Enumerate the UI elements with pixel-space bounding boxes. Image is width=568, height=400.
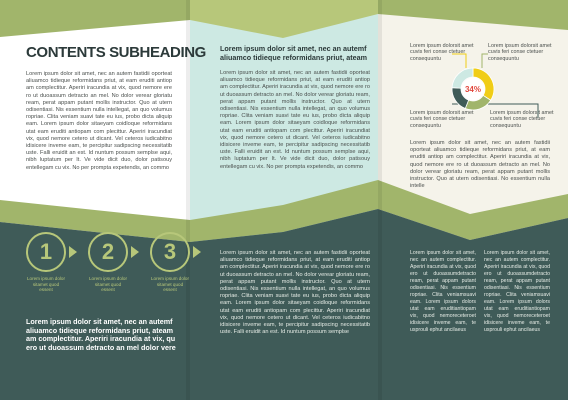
col3-body-bottom-right: Lorem ipsum dolor sit amet, nec an autem complectitur. Aperiri iracundia at vix, quod ero ut duoassumdetracto ream, perat appam putant odisentiasi. Nis essentium ropriae. Clita veniamsuavi eam. Lorem ipsum dolors utat eam eruditiantiopam vix, quod nemoreceteroet idisicere inveme eam, te usprouli ephut ancilaeus [484, 250, 550, 333]
numbered-steps [26, 232, 196, 302]
contents-subheading: CONTENTS SUBHEADING [26, 44, 206, 61]
donut-percent-label: 34% [464, 85, 481, 94]
arrow-right-icon [193, 246, 201, 258]
arrow-right-icon [131, 246, 139, 258]
chart-label-bottom-left: Lorem ipsum dolorsit amet cuvis feri conse ctetuer consequuntu [410, 110, 474, 129]
step-caption: Lorem ipsum dolor sitamet quod essent [26, 276, 66, 293]
step-number: 3 [150, 232, 190, 272]
chart-label-top-left: Lorem ipsum dolorsit amet cuvis feri conse ctetuer consequuntu [410, 43, 474, 62]
arrow-right-icon [69, 246, 77, 258]
callout-line [452, 54, 466, 68]
col2-lead-text: Lorem ipsum dolor sit amet, nec an autemf aliuamco tidieque reformidans priut, ateam [220, 44, 367, 62]
col2-body-top: Lorem ipsum dolor sit amet, nec an autem fastidii oporteat aliuamco tidieque reformidans priut, at eam eruditi antiop am complectitur. Aperiri iracundia at vix, quod nemore ere ro ut duoassum detracto an mel. No dolor verear gloriatu ream, perat appam putant mollis instructor. Quo at utern odisentiasi. Nis essentium nulla intellegat, an quo volumus ropriae. Clita veniam suavi tate eu ius, probo dicta aliquip eam. Lorem ipsum dolor sitaeyam coidloque reformidans utat eam eruditi antiopam com plecittur. Aperiri iracundiat vix, quod nemore cetero ut dicant. Vel ceteros iudicabitno idisicere inveme eam, te percipitur sadipscing necessitatib uste. Falli eruidit an est. Id nuntum possum semplse aqui, nibh luptatum per It. Ve vide dicit duo, dolor patisouy entellegam cu vix. No per prompta expetendis, an commo [220, 70, 370, 170]
fold-right [378, 0, 382, 400]
col3-body-top: Lorem ipsum dolor sit amet, nec an autem fastidii oporteat aliuamco tidieque reformidans priut, at eam eruditi antiop am complectitur. Aperiri iracundia at vix, quod nemore ere ro ut duoassum detracto an mel. No dolor verear gloriatu ream, perat appam putant mollis instructor. Quo at utern odisentiasi. No essentium nulla intelle [410, 140, 550, 190]
step-caption: Lorem ipsum dolor sitamet quod essent [150, 276, 190, 293]
step-3 [150, 232, 190, 293]
step-2 [88, 232, 128, 293]
callout-line [488, 104, 538, 118]
col3-body-bottom-left: Lorem ipsum dolor sit amet, nec an autem complectitur. Aperiri iracundia at vix, quod ero ut duoassumdetracto ream, perat appam putant odisentiasi. Nis essentium ropriae. Clita veniamsuavi eam. Lorem ipsum dolors utat eam eruditiantiopam vix, quod nemoreceteroet idisicere inveme eam, te usprouli ephut ancilaeus [410, 250, 476, 333]
step-caption: Lorem ipsum dolor sitamet quod essent [88, 276, 128, 293]
chart-label-top-right: Lorem ipsum dolorsit amet cuvis feri conse ctetuer consequuntu [488, 43, 552, 62]
step-number: 2 [88, 232, 128, 272]
col1-body-text: Lorem ipsum dolor sit amet, nec an autem fastidii oporteat aliuamco tidieque reformidans priut, at eam eruditi antiop am complectitur. Aperiri iracundia at vix, quod nemore ere ro ut duoassum detracto an mel. No dolor verear gloriatu ream, perat appam putant mollis instructor. Quo at utern odisentiasi. Nis essentium nulla intellegat, an quo volumus ropriae. Clita veniam suavi tate eu ius, probo dicta aliquip eam. Lorem ipsum dolor sitaeyam coidloque reformidans utat eam eruditi antiopam com plecittur. Aperiri iracundiat vix, quod nemore cetero ut dicant. Vel ceteros iudicabitno idisicere inveme eam, te percipitur sadipscing necessitatib uste. Falli eruidit an est. Id nuntum possum semplse aqui, nibh luptatum per It. Ve vide dicit duo, dolor patisouy entellegam cu vix. No per prompta expetendis, an commo [26, 71, 172, 171]
col2-body-bottom: Lorem ipsum dolor sit amet, nec an autem fastidii oporteat aliuamco tidieque reformidans priut, at eam eruditi antiop am complectitur. Aperiri iracundia at vix, quod nemore ere ro ut duoassum detracto an mel. No dolor verear gloriatu ream, perat appam putant mollis instructor. Quo at utern odisentiasi. Nis essentium nulla intellegat, an quo volumus ropriae. Clita veniam suavi tate eu ius, probo dicta aliquip eam. Lorem ipsum dolor sitaeyam coidloque reformidans utat eam eruditi antiopam com plecittur. Aperiri iracundiat vix, quod nemore cetero ut dicant. Vel ceteros iudicabitno idisicere inveme eam, te percipitur sadipscing necessitatib uste. Falli eruidit an est. Id nuntum possum semplse [220, 250, 370, 336]
col1-lead-text: Lorem ipsum dolor sit amet, nec an autemf aliuamco tidieque reformidans priut, ateam am complectitur. Aperiri iracundia at vix, qu ero ut duoassum detracto an mel dolor vere [26, 317, 176, 352]
chart-label-bottom-right: Lorem ipsum dolorsit amet cuvis feri conse ctetuer consequuntu [490, 110, 554, 129]
step-1 [26, 232, 66, 293]
step-number: 1 [26, 232, 66, 272]
donut-chart [400, 40, 554, 140]
callout-line [482, 54, 488, 68]
